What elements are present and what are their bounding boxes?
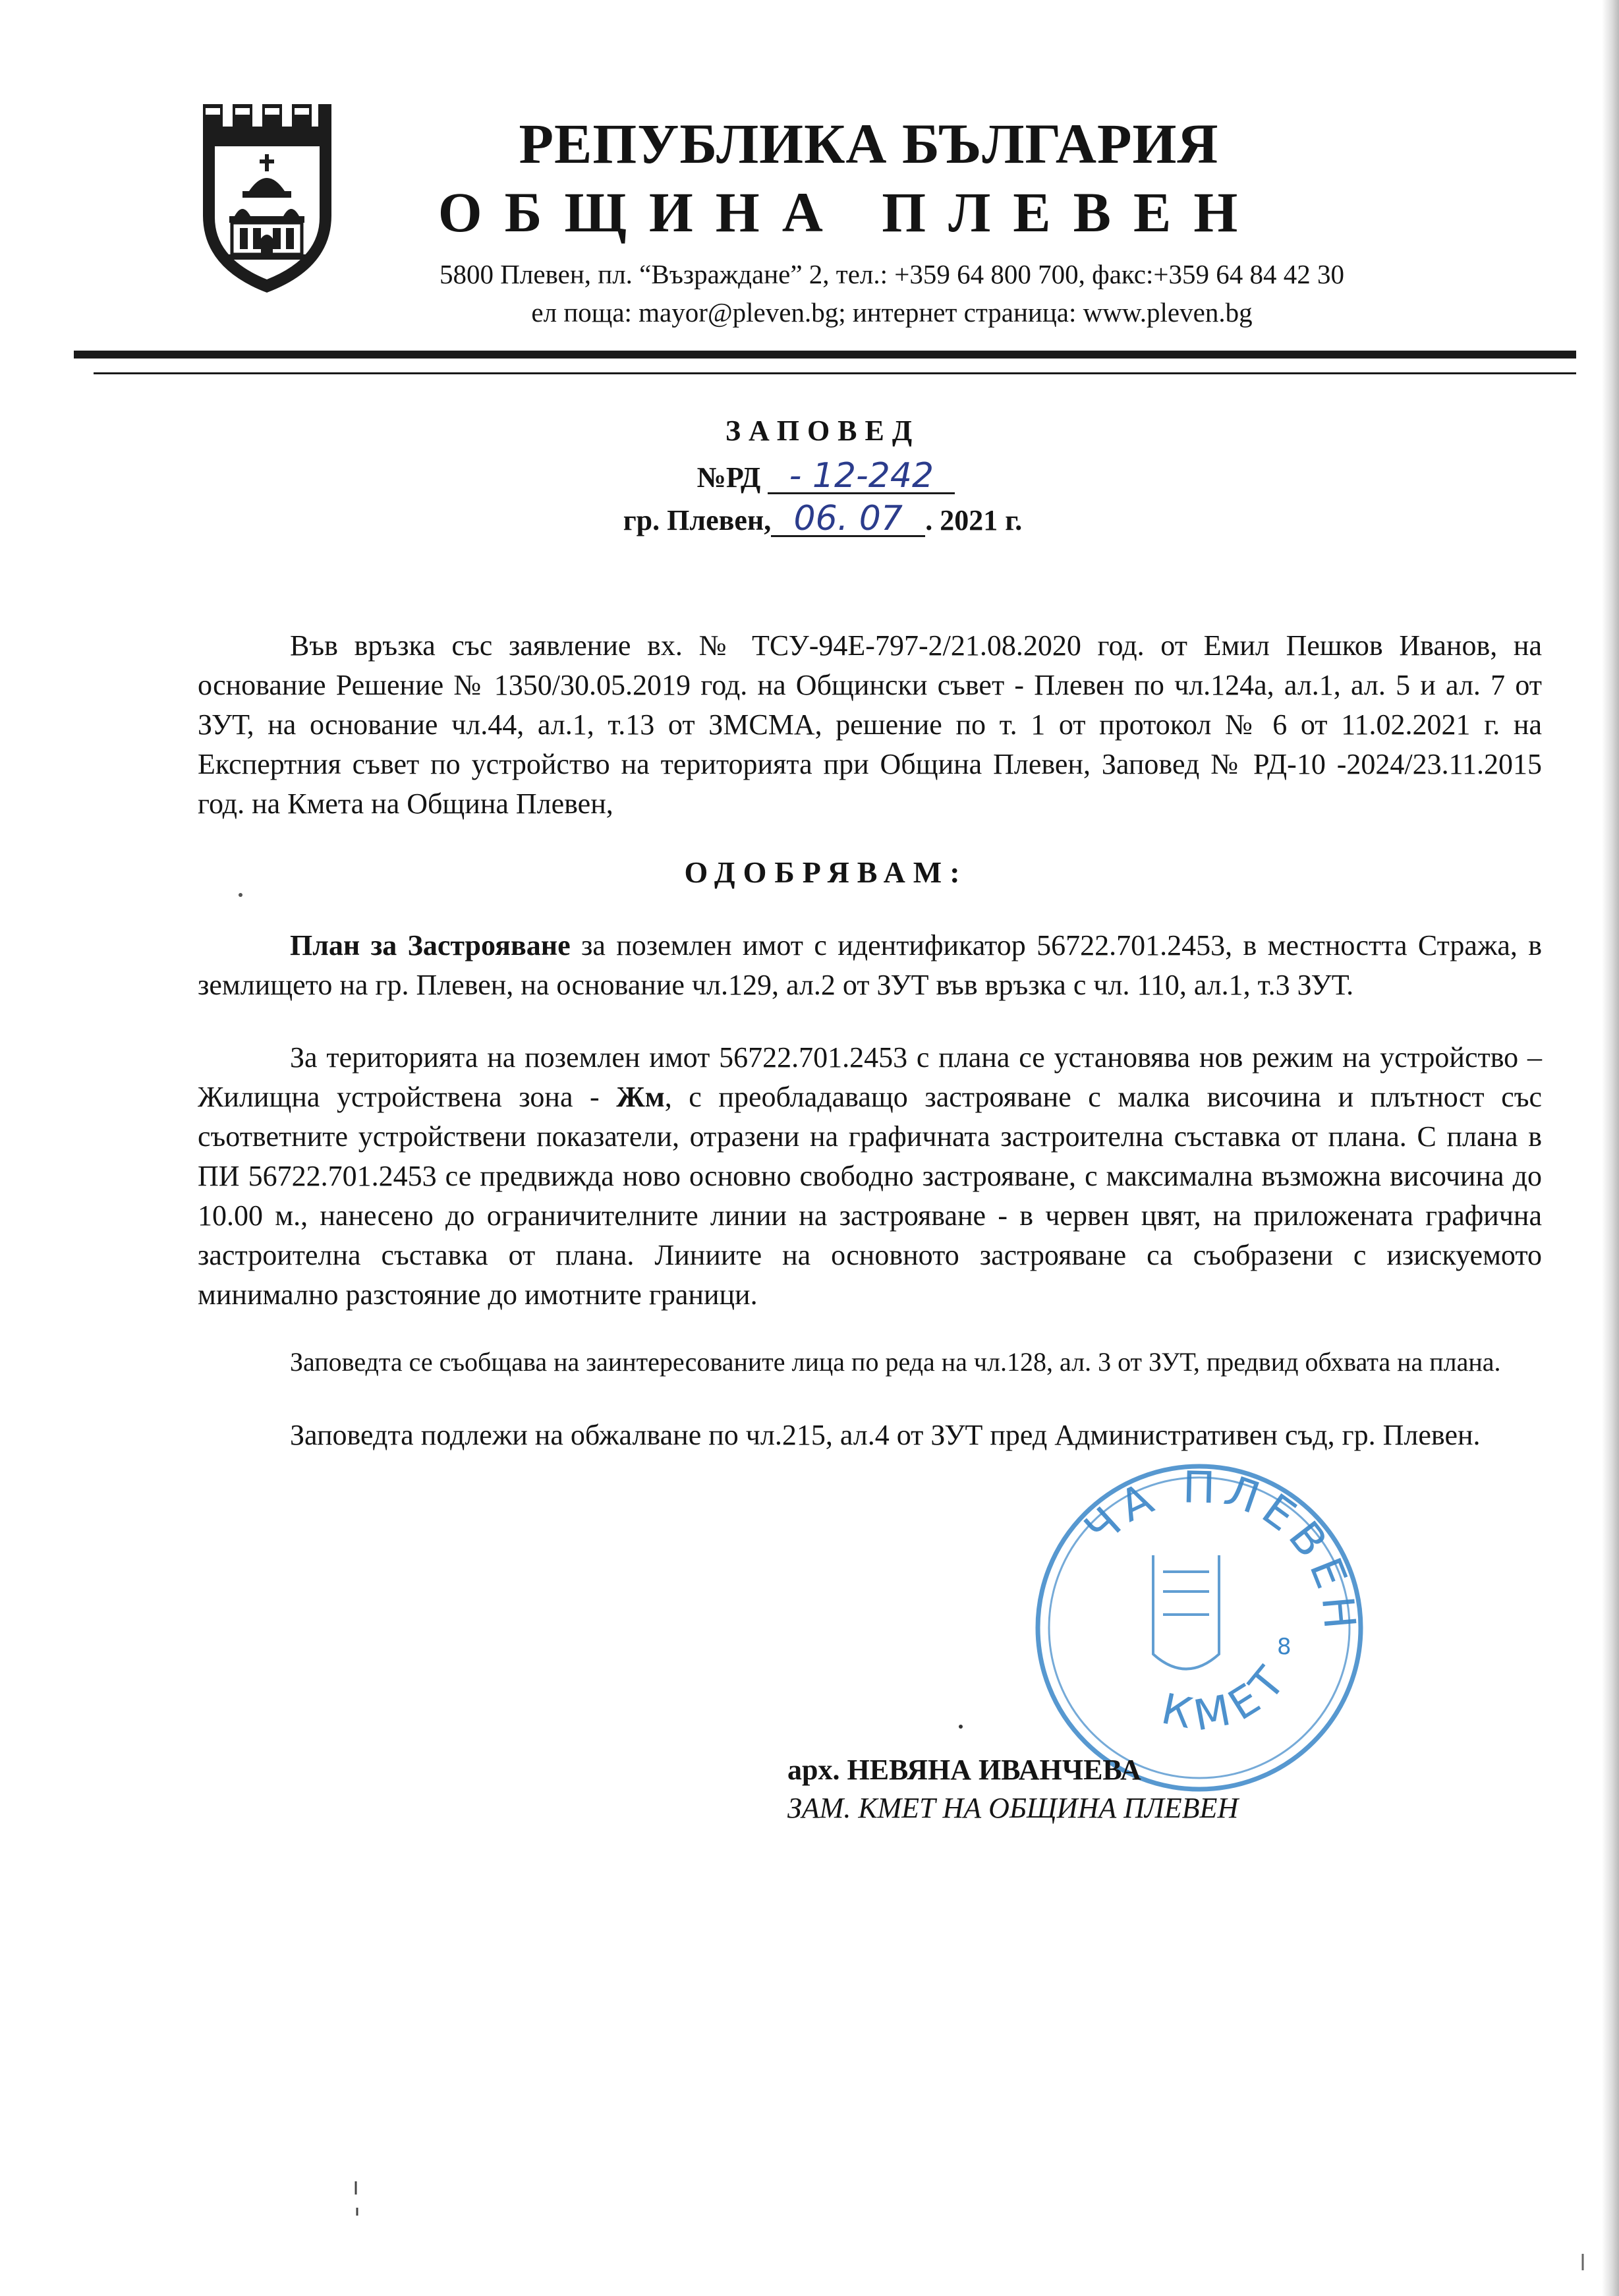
order-number-line <box>0 456 1619 496</box>
header-contacts: ел поща: mayor@pleven.bg; интернет страница: www.pleven.bg <box>531 297 1253 328</box>
order-number-prefix: №РД <box>696 461 761 494</box>
stamp-emblem <box>1153 1555 1219 1669</box>
order-date-prefix: гр. Плевен, <box>623 504 772 536</box>
territory-text-1: За територията на поземлен имот 56722.701.2453 с плана се установява нов режим на устройство – Жилищна устройствена зона - <box>198 1041 1542 1113</box>
stamp-top-text: ЧА ПЛЕВЕН <box>1075 1462 1366 1638</box>
order-date-suffix: . 2021 г. <box>925 504 1023 536</box>
header-title-municipality: ОБЩИНА ПЛЕВЕН <box>438 181 1261 244</box>
signer-name: арх. НЕВЯНА ИВАНЧЕВА <box>787 1754 1141 1786</box>
zone-code: Жм <box>616 1081 665 1113</box>
order-date-handwritten: 06. 07 <box>771 502 925 537</box>
order-number-handwritten: - 12-242 <box>768 459 955 494</box>
scan-edge-shadow <box>1602 0 1619 2296</box>
official-stamp <box>1028 1456 1371 1799</box>
plan-text: за поземлен имот с идентификатор 56722.701.2453, в местността Стража, в землището на гр. Плевен, на основание чл.129, ал.2 от ЗУТ във връзка с чл. 110, ал.1, т.3 ЗУТ. <box>198 929 1542 1001</box>
order-title: ЗАПОВЕД <box>725 415 921 447</box>
plan-title: План за Застрояване <box>290 929 571 961</box>
appeal-paragraph: Заповедта подлежи на обжалване по чл.215, ал.4 от ЗУТ пред Административен съд, гр. Плевен. <box>290 1419 1481 1451</box>
plan-paragraph <box>198 926 1542 1005</box>
approve-heading: ОДОБРЯВАМ: <box>684 855 968 889</box>
header-address: 5800 Плевен, пл. “Възраждане” 2, тел.: +359 64 800 700, факс:+359 64 84 42 30 <box>440 259 1344 289</box>
header-divider-thick <box>74 351 1576 359</box>
territory-paragraph <box>198 1038 1542 1315</box>
signer-title: ЗАМ. КМЕТ НА ОБЩИНА ПЛЕВЕН <box>787 1792 1239 1824</box>
notify-paragraph: Заповедта се съобщава на заинтересованите лица по реда на чл.128, ал. 3 от ЗУТ, предвид обхвата на плана. <box>290 1347 1501 1377</box>
svg-text:КМЕТ <box>1157 1652 1299 1740</box>
header-divider-thin <box>94 372 1576 374</box>
header-title-country: РЕПУБЛИКА БЪЛГАРИЯ <box>519 112 1219 175</box>
stamp-number: 8 <box>1277 1634 1292 1660</box>
stamp-bottom-text: КМЕТ <box>1157 1652 1300 1741</box>
intro-paragraph: Във връзка със заявление вх. № ТСУ-94Е-797-2/21.08.2020 год. от Емил Пешков Иванов, на основание Решение № 1350/30.05.2019 год. на Общински съвет - Плевен по чл.124а, ал.1, ал. 5 и ал. 7 от ЗУТ, на основание чл.44, ал.1, т.13 от ЗМСМА, решение по т. 1 от протокол № 6 от 11.02.2021 г. на Експертния съвет по устройство на територията при Община Плевен, Заповед № РД-10 -2024/23.11.2015 год. на Кмета на Община Плевен, <box>198 629 1542 820</box>
order-date-line <box>0 499 1619 538</box>
territory-text-2: , с преобладаващо застрояване с малка височина и плътност със съответните устройствени показатели, отразени на графичната застроителна съставка от плана. С плана в ПИ 56722.701.2453 се предвижда ново основно свободно застрояване, с максимална възможна височина до 10.00 м., нанесено до ограничителните линии на застрояване - в червен цвят, на приложената графична застроителна съставка от плана. Линиите на основното застрояване са съобразени с изискуемото минимално разстояние до имотните граници. <box>198 1081 1543 1311</box>
